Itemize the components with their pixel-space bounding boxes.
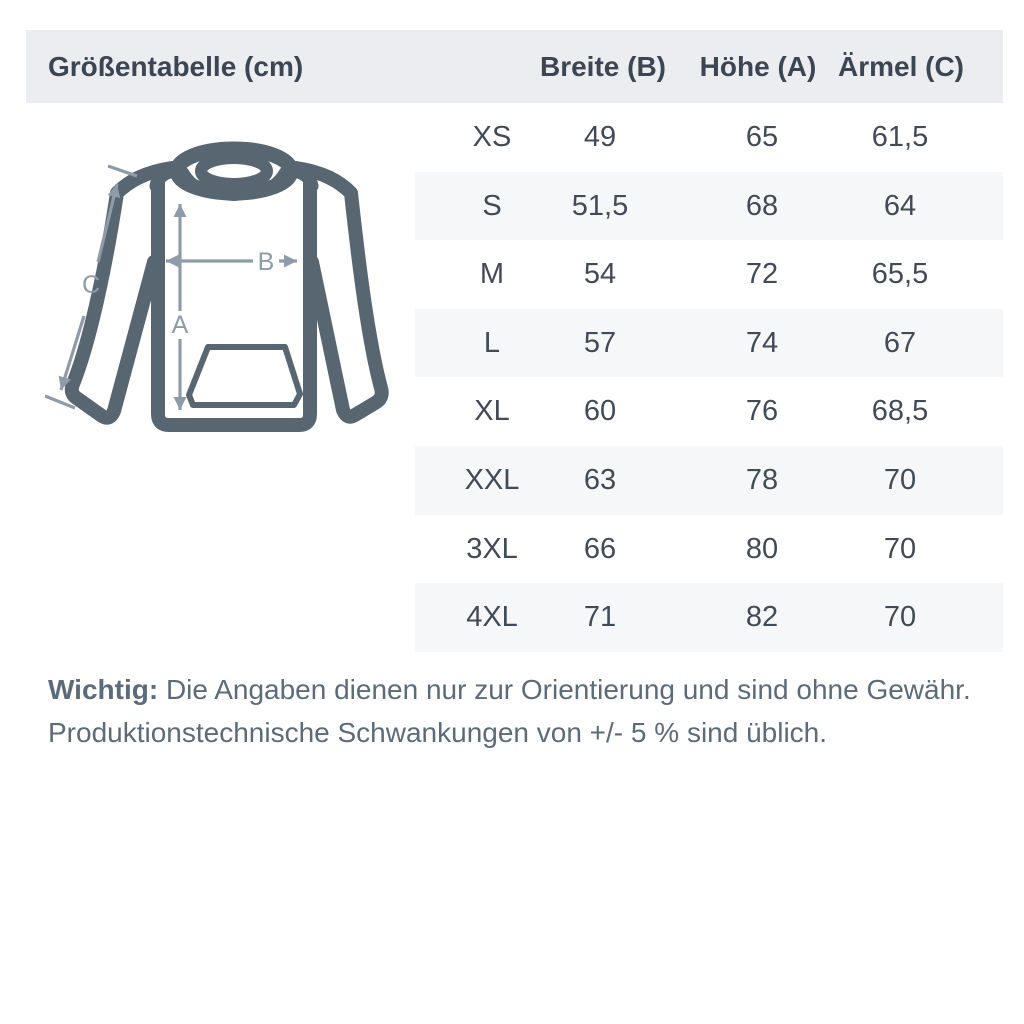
measurement-value-cell: 54 [583,258,617,291]
table-header [26,30,1003,103]
measurement-value-cell: 66 [583,532,617,565]
measurement-label-a: A [171,311,189,339]
hoodie-pocket [189,347,300,405]
note-prefix: Wichtig: [48,674,159,705]
measurement-value-cell: 78 [745,463,779,496]
measurement-value-cell: 74 [745,326,779,359]
measurement-value-cell: 72 [745,258,779,291]
measurement-value-cell: 51,5 [571,189,629,222]
measurement-value-cell: 61,5 [871,121,929,153]
table-row-4xl [415,583,1003,652]
measurement-value-cell: 49 [583,121,617,153]
measurement-label-c: C [81,271,101,299]
table-row-xxl [415,446,1003,515]
measurement-value-cell: 65 [745,121,779,153]
measurement-value-cell: 68,5 [871,395,929,428]
size-label-cell: XXL [464,463,520,496]
disclaimer-note [48,668,978,754]
column-header-hoehe: Höhe (A) [699,51,817,82]
size-label-cell: XS [472,121,512,153]
column-header-aermel: Ärmel (C) [837,51,965,82]
table-row-s [415,172,1003,241]
size-label-cell: 4XL [466,601,518,634]
measurement-value-cell: 82 [745,601,779,634]
size-label-cell: M [479,258,505,291]
table-row-xl [415,377,1003,446]
size-table-rows [415,103,1003,652]
size-label-cell: S [482,189,502,222]
measurement-value-cell: 76 [745,395,779,428]
measurement-value-cell: 70 [883,463,917,496]
hoodie-measurement-diagram [45,128,400,445]
table-row-xs [415,103,1003,172]
measurement-label-b: B [257,248,275,276]
measurement-value-cell: 68 [745,189,779,222]
column-header-breite: Breite (B) [539,51,667,82]
measurement-value-cell: 64 [883,189,917,222]
size-label-cell: XL [474,395,510,428]
note-line1: Die Angaben dienen nur zur Orientierung und sind ohne Gewähr. [165,674,971,705]
measurement-value-cell: 70 [883,601,917,634]
table-row-l [415,309,1003,378]
measurement-value-cell: 63 [583,463,617,496]
table-row-3xl [415,515,1003,584]
measurement-value-cell: 67 [883,326,917,359]
measurement-value-cell: 60 [583,395,617,428]
size-label-cell: L [483,326,501,359]
measurement-value-cell: 65,5 [871,258,929,291]
note-line2: Produktionstechnische Schwankungen von +/- 5 % sind üblich. [48,717,828,748]
hoodie-outline-graphic [72,149,382,425]
size-label-cell: 3XL [466,532,518,565]
measurement-value-cell: 70 [883,532,917,565]
measurement-value-cell: 71 [583,601,617,634]
measurement-value-cell: 57 [583,326,617,359]
measurement-value-cell: 80 [745,532,779,565]
page-title: Größentabelle (cm) [48,51,304,82]
table-row-m [415,240,1003,309]
